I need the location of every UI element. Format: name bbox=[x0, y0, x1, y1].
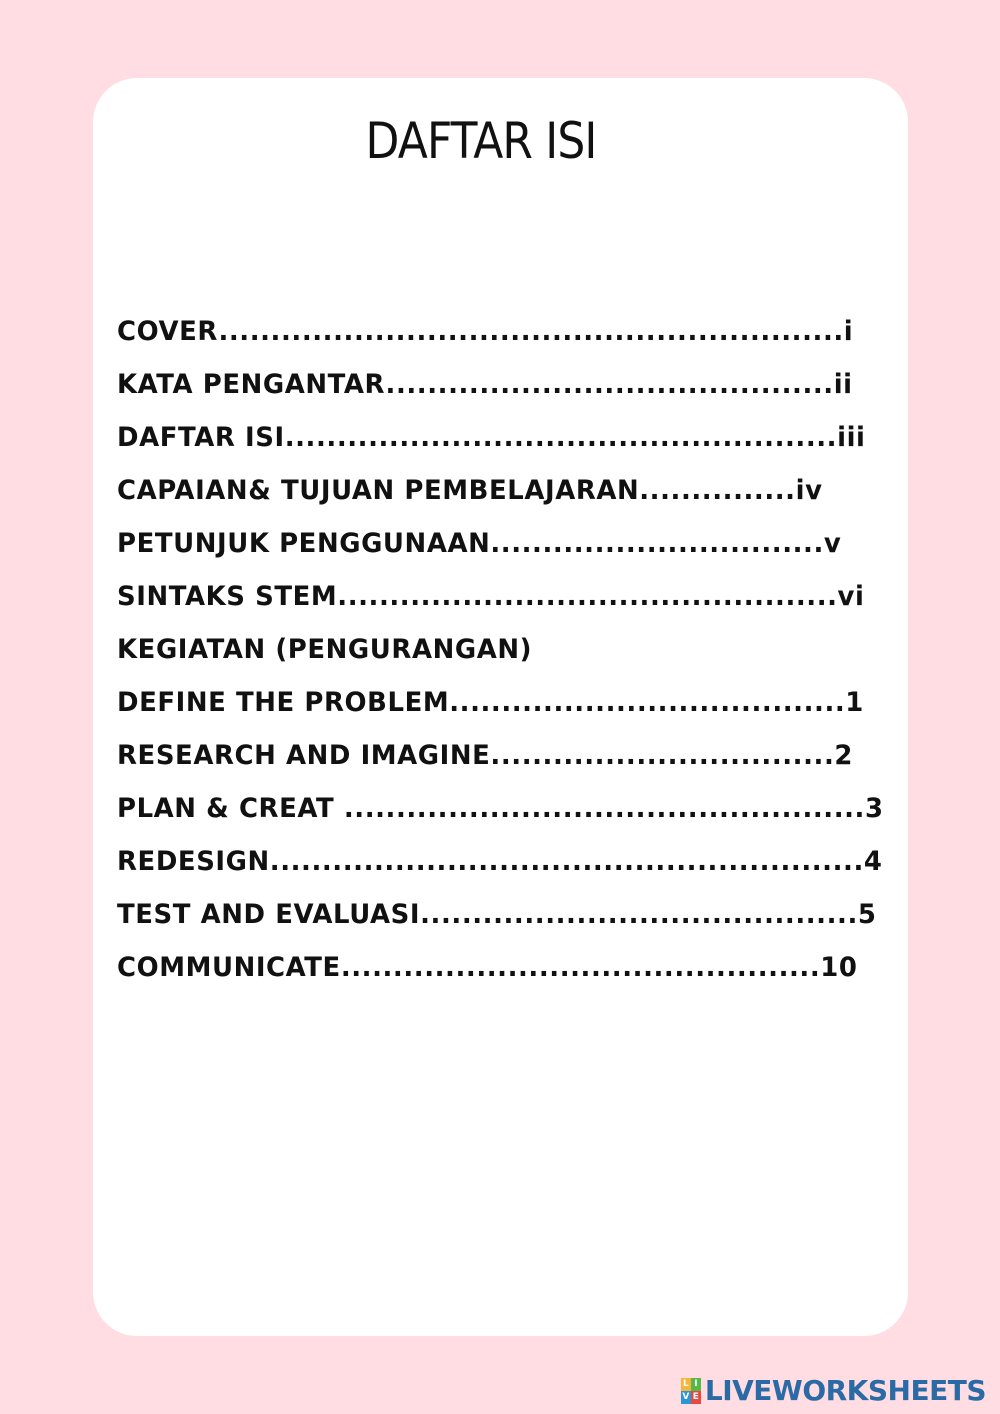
toc-entry-sintaks-stem: SINTAKS STEM................................................vi bbox=[117, 581, 865, 612]
liveworksheets-logo-icon: L I V E bbox=[682, 1378, 699, 1402]
toc-entry-petunjuk: PETUNJUK PENGGUNAAN................................v bbox=[117, 528, 842, 559]
toc-entry-cover: COVER............................................................i bbox=[117, 316, 854, 347]
toc-entry-communicate: COMMUNICATE..............................................10 bbox=[117, 952, 858, 983]
liveworksheets-brand[interactable] bbox=[681, 1374, 986, 1407]
toc-entry-define-problem: DEFINE THE PROBLEM......................................1 bbox=[117, 687, 864, 718]
toc-entry-research-imagine: RESEARCH AND IMAGINE.................................2 bbox=[117, 740, 853, 771]
page-title: DAFTAR ISI bbox=[365, 112, 597, 170]
brand-text: LIVEWORKSHEETS bbox=[704, 1374, 986, 1407]
toc-entry-kegiatan: KEGIATAN (PENGURANGAN) bbox=[117, 634, 533, 665]
toc-entry-test-evaluasi: TEST AND EVALUASI..........................................5 bbox=[117, 899, 877, 930]
toc-entry-daftar-isi: DAFTAR ISI.....................................................iii bbox=[117, 422, 866, 453]
toc-entry-kata-pengantar: KATA PENGANTAR...........................................ii bbox=[117, 369, 853, 400]
toc-entry-capaian-tujuan: CAPAIAN& TUJUAN PEMBELAJARAN...............iv bbox=[117, 475, 823, 506]
table-of-contents bbox=[117, 309, 916, 998]
toc-entry-plan-creat: PLAN & CREAT ..................................................3 bbox=[117, 793, 884, 824]
toc-entry-redesign: REDESIGN.........................................................4 bbox=[117, 846, 883, 877]
